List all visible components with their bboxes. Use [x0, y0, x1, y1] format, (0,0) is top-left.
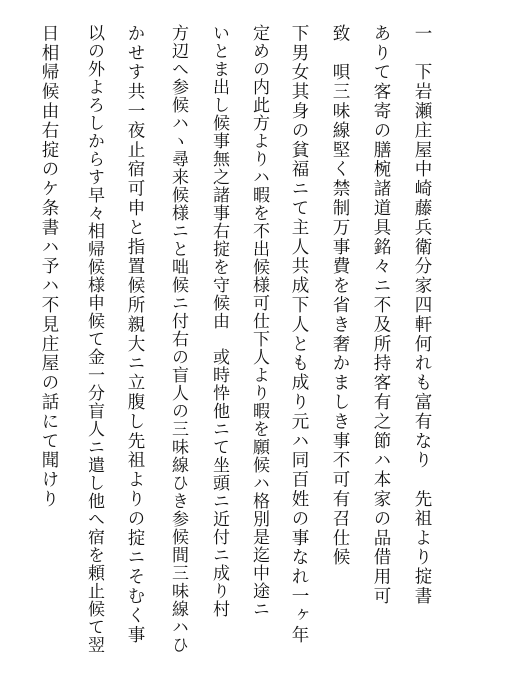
text-column-8: かせす共一夜止宿可申と指置候所親大ニ立腹し先祖よりの掟ニそむく事: [125, 24, 145, 645]
text-column-1: 一 下岩瀬庄屋中崎藤兵衛分家四軒何れも富有なり 先祖より掟書: [412, 24, 432, 606]
text-column-7: 方辺へ参候ハヽ尋来候様ニと咄候ニ付右の盲人の三味線ひき参候間三味線ハひ: [168, 24, 188, 654]
text-column-9: 以の外よろしからす早々相帰候様申候て金一分盲人ニ遣し他へ宿を頼止候て翌: [84, 24, 104, 654]
text-column-3: 致 唄三味線堅く禁制万事費を省き奢かましき事不可有召仕候: [330, 24, 350, 568]
text-column-2: ありて客寄の膳椀諸道具銘々ニ不及所持客有之節ハ本家の品借用可: [371, 24, 391, 606]
document-page: [0, 24, 512, 664]
text-column-6: いとま出し候事無之諸事右掟を守候由 或時忰他ニて坐頭ニ近付ニ成り村: [209, 24, 229, 618]
text-column-4: 下男女其身の貧福ニて主人共成下人とも成り元ハ同百姓の事なれ一ヶ年: [289, 24, 309, 645]
text-column-5: 定めの内此方よりハ暇を不出候様可仕下人より暇を願候ハ格別是迄中途ニ: [249, 24, 269, 618]
text-column-10: 日相帰候由右掟のケ条書ハ予ハ不見庄屋の話にて聞けり: [39, 24, 59, 509]
